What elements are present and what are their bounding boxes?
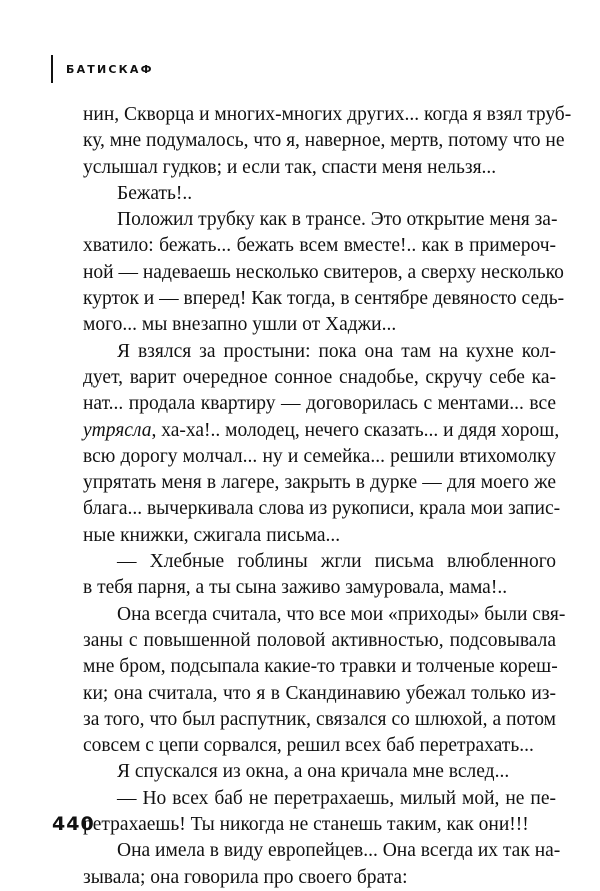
text-line: нин, Скворца и многих-многих других... когда я взял труб- [83, 104, 572, 125]
text-line: всю дорогу молчал... ну и семейка... решили втихомолку [83, 445, 556, 467]
text-run: , ха-ха!.. молодец, нечего сказать... и дядя хорош, [151, 419, 560, 441]
text-line: совсем с цепи сорвался, решил всех баб перетрахать... [83, 735, 534, 757]
text-line: ной — надеваешь несколько свитеров, а сверху несколько [83, 261, 564, 283]
text-line: Она всегда считала, что все мои «приходы» были свя- [117, 603, 566, 625]
text-line: нат... продала квартиру — договорилась с ментами... все [83, 393, 556, 415]
text-line: блага... вычеркивала слова из рукописи, крала мои запис- [83, 498, 561, 520]
text-line: Я взялся за простыни: пока она там на кухне кол- [117, 340, 556, 362]
text-line: хватило: бежать... бежать всем вместе!.. как в примероч- [83, 235, 556, 257]
text-line: Бежать!.. [117, 182, 193, 204]
text-line: мне бром, подсыпала какие-то травки и толченые кореш- [83, 656, 558, 678]
italic-word: утрясла [83, 419, 152, 441]
text-line: Я спускался из окна, а она кричала мне вслед... [117, 761, 510, 783]
text-line: ки; она считала, что я в Скандинавию убежал только из- [83, 682, 556, 704]
text-line: за того, что был распутник, связался со шлюхой, а потом [83, 708, 556, 730]
text-line: заны с повышенной половой активностью, подсовывала [83, 629, 556, 651]
text-line-mixed [83, 418, 560, 444]
text-line: услышал гудков; и если так, спасти меня нельзя... [83, 156, 497, 178]
text-line: в тебя парня, а ты сына заживо замуровала, мама!.. [83, 577, 508, 599]
text-line: зывала; она говорила про своего брата: [83, 866, 408, 888]
page-number: 440 [52, 813, 95, 835]
text-line: — Хлебные гоблины жгли письма влюбленного [117, 551, 556, 573]
text-line: курток и — вперед! Как тогда, в сентябре девяносто седь- [83, 288, 565, 310]
text-line: Она имела в виду европейцев... Она всегда их так на- [117, 840, 561, 862]
text-line: дует, варит очередное сонное снадобье, скручу себе ка- [83, 366, 556, 388]
text-line: — Но всех баб не перетрахаешь, милый мой, не пе- [117, 787, 556, 809]
text-line: Положил трубку как в трансе. Это открытие меня за- [117, 209, 558, 231]
text-line: ные книжки, сжигала письма... [83, 524, 341, 546]
text-line: упрятать меня в лагере, закрыть в дурке — для моего же [83, 472, 556, 494]
running-header [51, 55, 154, 83]
text-line: ку, мне подумалось, что я, наверное, мертв, потому что не [83, 130, 565, 152]
text-line: мого... мы внезапно ушли от Хаджи... [83, 314, 397, 336]
text-line: ретрахаешь! Ты никогда не станешь таким, как они!!! [83, 814, 529, 836]
header-rule [51, 55, 53, 83]
body-text [83, 102, 572, 891]
running-title: БАТИСКАФ [66, 62, 154, 76]
